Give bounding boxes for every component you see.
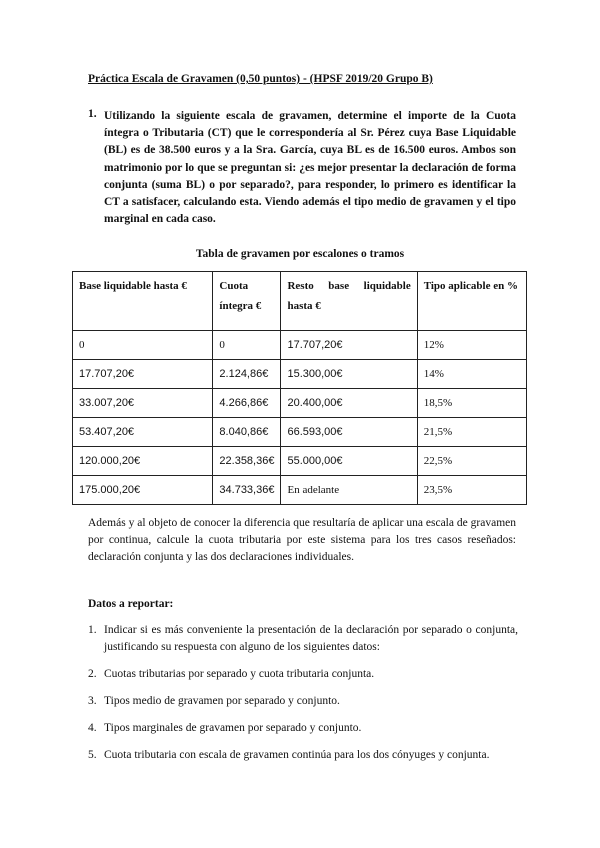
list-item-number: 5. [88,749,97,761]
cell-cuota: 4.266,86€ [213,389,281,418]
header-resto-base: Resto base liquidable hasta € [281,272,417,331]
continuous-scale-paragraph: Además y al objeto de conocer la diferencia que resultaría de aplicar una escala de gravamen por continua, calcule la cuota tributaria por este sistema para los tres casos reseñados: declaración conjunta y las dos declaraciones individuales. [88,517,516,563]
table-row [73,447,527,476]
cell-cuota: 34.733,36€ [213,476,281,505]
cell-tipo: 14% [417,360,526,389]
cell-resto: 15.300,00€ [281,360,417,389]
cell-resto: 17.707,20€ [281,331,417,360]
list-item-number: 4. [88,722,97,734]
report-title: Datos a reportar: [88,598,174,610]
cell-tipo: 22,5% [417,447,526,476]
question-text: Utilizando la siguiente escala de gravamen, determine el importe de la Cuota íntegra o Tributaria (CT) que le correspondería al Sr. Pérez cuya Base Liquidable (BL) es de 38.500 euros y a la Sra. García, cuya BL es de 16.500 euros. Ambos son matrimonio por lo que se preguntan si: ¿es mejor presentar la declaración de forma conjunta (suma BL) o por separado?, para responder, lo primero es identificar la CT a satisfacer, calculando esta. Viendo además el tipo medio de gravamen y el tipo marginal en cada caso. [104,110,516,226]
table-row [73,476,527,505]
header-cuota-integra: Cuota íntegra € [213,272,281,331]
list-item-text: Tipos marginales de gravamen por separado y conjunto. [104,722,362,734]
report-list [88,622,518,774]
list-item-text: Cuota tributaria con escala de gravamen continúa para los dos cónyuges y conjunta. [104,749,490,761]
list-item [88,747,518,764]
list-item-text: Cuotas tributarias por separado y cuota tributaria conjunta. [104,668,375,680]
cell-tipo: 12% [417,331,526,360]
cell-base: 17.707,20€ [73,360,213,389]
cell-base: 175.000,20€ [73,476,213,505]
cell-cuota: 8.040,86€ [213,418,281,447]
header-tipo-aplicable: Tipo aplicable en % [417,272,526,331]
page-title: Práctica Escala de Gravamen (0,50 puntos) - (HPSF 2019/20 Grupo B) [88,73,433,85]
list-item-number: 1. [88,624,97,636]
cell-base: 0 [73,331,213,360]
list-item [88,622,518,656]
cell-resto: 66.593,00€ [281,418,417,447]
list-item-number: 3. [88,695,97,707]
cell-cuota: 2.124,86€ [213,360,281,389]
table-title: Tabla de gravamen por escalones o tramos [195,248,405,260]
list-item-text: Tipos medio de gravamen por separado y conjunto. [104,695,340,707]
cell-resto: 20.400,00€ [281,389,417,418]
list-item [88,666,518,683]
cell-tipo: 21,5% [417,418,526,447]
cell-base: 53.407,20€ [73,418,213,447]
cell-resto: En adelante [281,476,417,505]
question-number: 1. [88,108,97,120]
tax-scale-table [72,271,527,505]
table-row [73,389,527,418]
table-row [73,418,527,447]
cell-base: 120.000,20€ [73,447,213,476]
table-row [73,331,527,360]
cell-tipo: 23,5% [417,476,526,505]
cell-base: 33.007,20€ [73,389,213,418]
cell-resto: 55.000,00€ [281,447,417,476]
cell-cuota: 22.358,36€ [213,447,281,476]
list-item [88,720,518,737]
cell-cuota: 0 [213,331,281,360]
list-item [88,693,518,710]
cell-tipo: 18,5% [417,389,526,418]
list-item-number: 2. [88,668,97,680]
header-base-liquidable: Base liquidable hasta € [73,272,213,331]
table-header-row [73,272,527,331]
list-item-text: Indicar si es más conveniente la presentación de la declaración por separado o conjunta, justificando su respuesta con alguno de los siguientes datos: [104,624,518,653]
table-row [73,360,527,389]
